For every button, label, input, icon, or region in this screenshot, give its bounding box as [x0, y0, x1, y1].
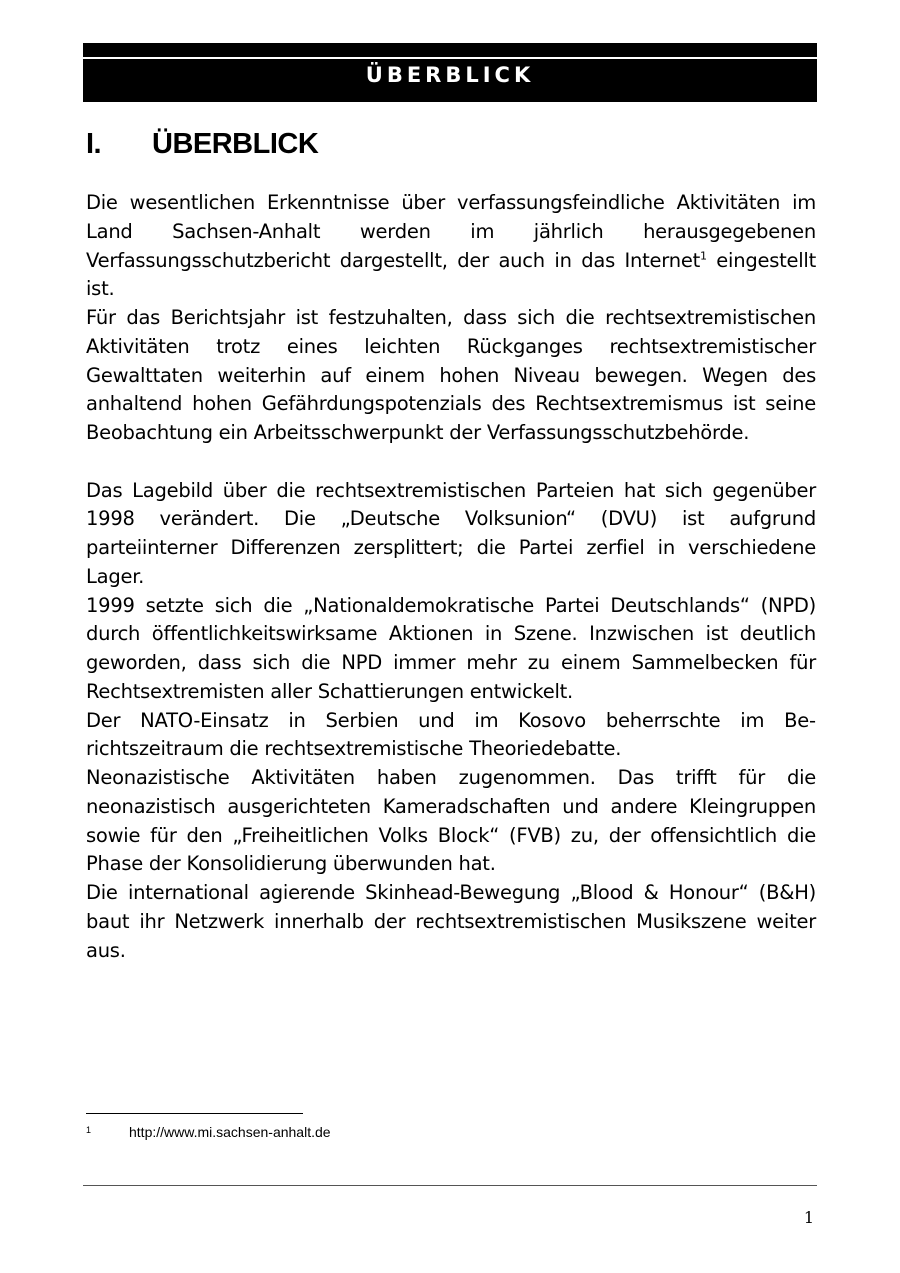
- footnote-number: 1: [86, 1125, 92, 1135]
- footnote-link[interactable]: http://www.mi.sachsen-anhalt.de: [129, 1124, 331, 1140]
- chapter-title: ÜBERBLICK: [152, 128, 319, 160]
- page-number: 1: [803, 1208, 814, 1227]
- footnote-reference[interactable]: 1: [699, 249, 707, 262]
- footnote: [86, 1122, 586, 1142]
- paragraph: [86, 189, 816, 304]
- paragraph-text: eingestellt ist.: [86, 248, 816, 301]
- paragraph-text: Die wesentlichen Erkenntnisse über verfassungsfeindliche Aktivitäten im Land Sachsen-Anhalt werden im jährlich herausgegebenen Verfassungsschutzbericht dargestellt, der auch in das Internet: [86, 191, 816, 272]
- paragraph: Die international agierende Skinhead-Bewegung „Blood & Honour“ (B&H) baut ihr Netzwerk innerhalb der rechtsextremistischen Musikszene weiter aus.: [86, 881, 816, 962]
- paragraph: Für das Berichtsjahr ist festzuhalten, dass sich die rechtsextremistischen Aktivitäten trotz eines leichten Rückganges rechtsextremistischer Gewalttaten weiterhin auf einem hohen Niveau bewegen. Wegen des anhaltend hohen Gefährdungspotenzials des Rechtsextremismus ist seine Beobachtung ein Arbeitsschwerpunkt der Verfassungsschutzbehörde.: [86, 306, 816, 444]
- paragraph: 1999 setzte sich die „Nationaldemokratische Partei Deutschlands“ (NPD) durch öffentlichkeitswirksame Aktionen in Szene. Inzwischen ist deutlich geworden, dass sich die NPD immer mehr zu einem Sammelbecken für Rechtsextremisten aller Schattierungen entwickelt.: [86, 593, 816, 703]
- paragraph: Das Lagebild über die rechtsextremistischen Parteien hat sich gegenüber 1998 verändert. Die „Deutsche Volksunion“ (DVU) ist aufgrund parteiinterner Differenzen zersplittert; die Partei zerfiel in verschiedene Lager.: [86, 478, 816, 588]
- paragraph: Der NATO-Einsatz in Serbien und im Kosovo beherrschte im Berichtszeitraum die rechtsextremistische Theoriedebatte.: [86, 708, 816, 761]
- footnote-separator: [86, 1113, 303, 1114]
- body-text: [86, 189, 816, 965]
- chapter-number: I.: [86, 128, 102, 160]
- footer-rule: [83, 1185, 817, 1186]
- running-header-title: ÜBERBLICK: [365, 63, 535, 87]
- chapter-heading: [86, 124, 318, 164]
- paragraph: Neonazistische Aktivitäten haben zugenommen. Das trifft für die neonazistisch ausgerichteten Kameradschaften und andere Kleingruppen sowie für den „Freiheitlichen Volks Block“ (FVB) zu, der offensichtlich die Phase der Konsolidierung überwunden hat.: [86, 766, 816, 876]
- running-header: [83, 43, 817, 102]
